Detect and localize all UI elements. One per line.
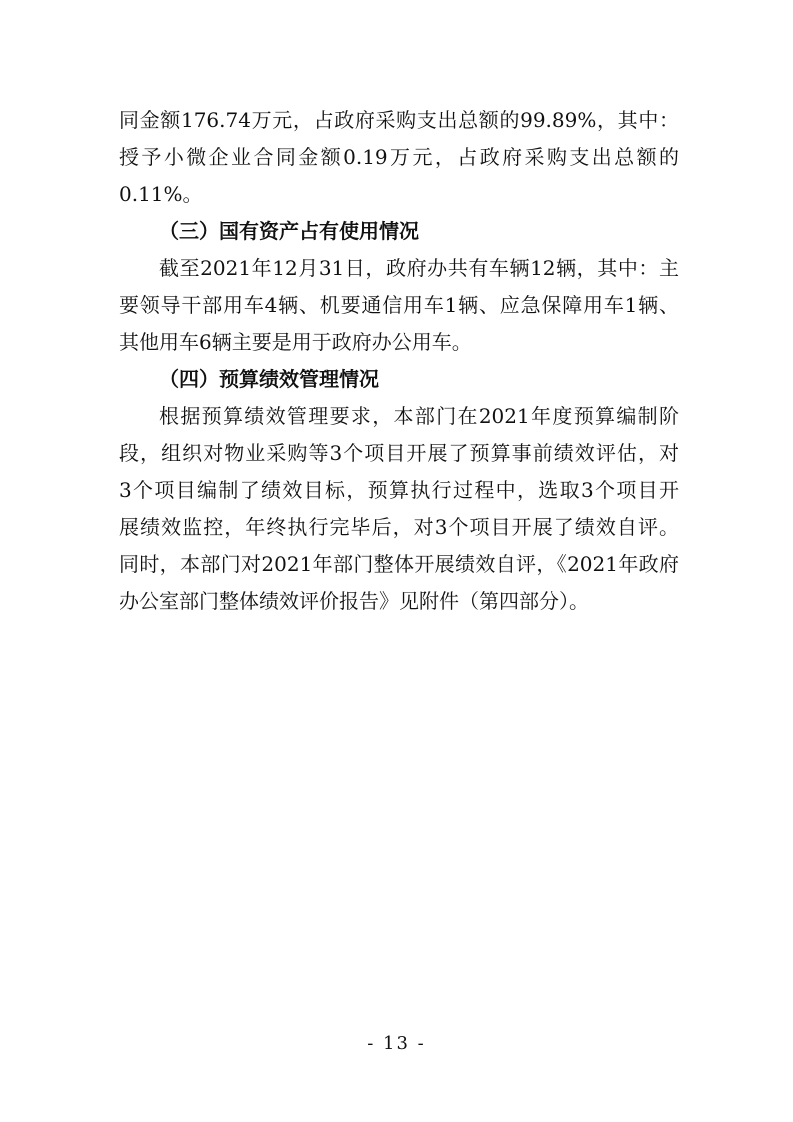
- text-line: 授予小微企业合同金额0.19万元，占政府采购支出总额的: [119, 145, 679, 169]
- document-body: [119, 102, 679, 620]
- text-line: 要领导干部用车4辆、机要通信用车1辆、应急保障用车1辆、: [119, 293, 679, 317]
- section-heading-performance: （四）预算绩效管理情况: [159, 367, 379, 391]
- text-line: 截至2021年12月31日，政府办共有车辆12辆，其中：主: [159, 256, 679, 280]
- text-line: 段，组织对物业采购等3个项目开展了预算事前绩效评估，对: [119, 441, 679, 465]
- text-line: 根据预算绩效管理要求，本部门在2021年度预算编制阶: [159, 404, 679, 428]
- page-number: - 13 -: [367, 1033, 426, 1054]
- text-line: 同金额176.74万元，占政府采购支出总额的99.89%，其中：: [119, 108, 679, 132]
- text-line: 办公室部门整体绩效评价报告》见附件（第四部分）。: [119, 589, 589, 613]
- text-line: 展绩效监控，年终执行完毕后，对3个项目开展了绩效自评。: [119, 515, 679, 539]
- text-line: 0.11%。: [119, 182, 203, 206]
- text-line: 3个项目编制了绩效目标，预算执行过程中，选取3个项目开: [119, 478, 679, 502]
- text-line: 其他用车6辆主要是用于政府办公用车。: [119, 330, 472, 354]
- text-line: 同时，本部门对2021年部门整体开展绩效自评，《2021年政府: [119, 552, 679, 576]
- section-heading-assets: （三）国有资产占有使用情况: [159, 219, 419, 243]
